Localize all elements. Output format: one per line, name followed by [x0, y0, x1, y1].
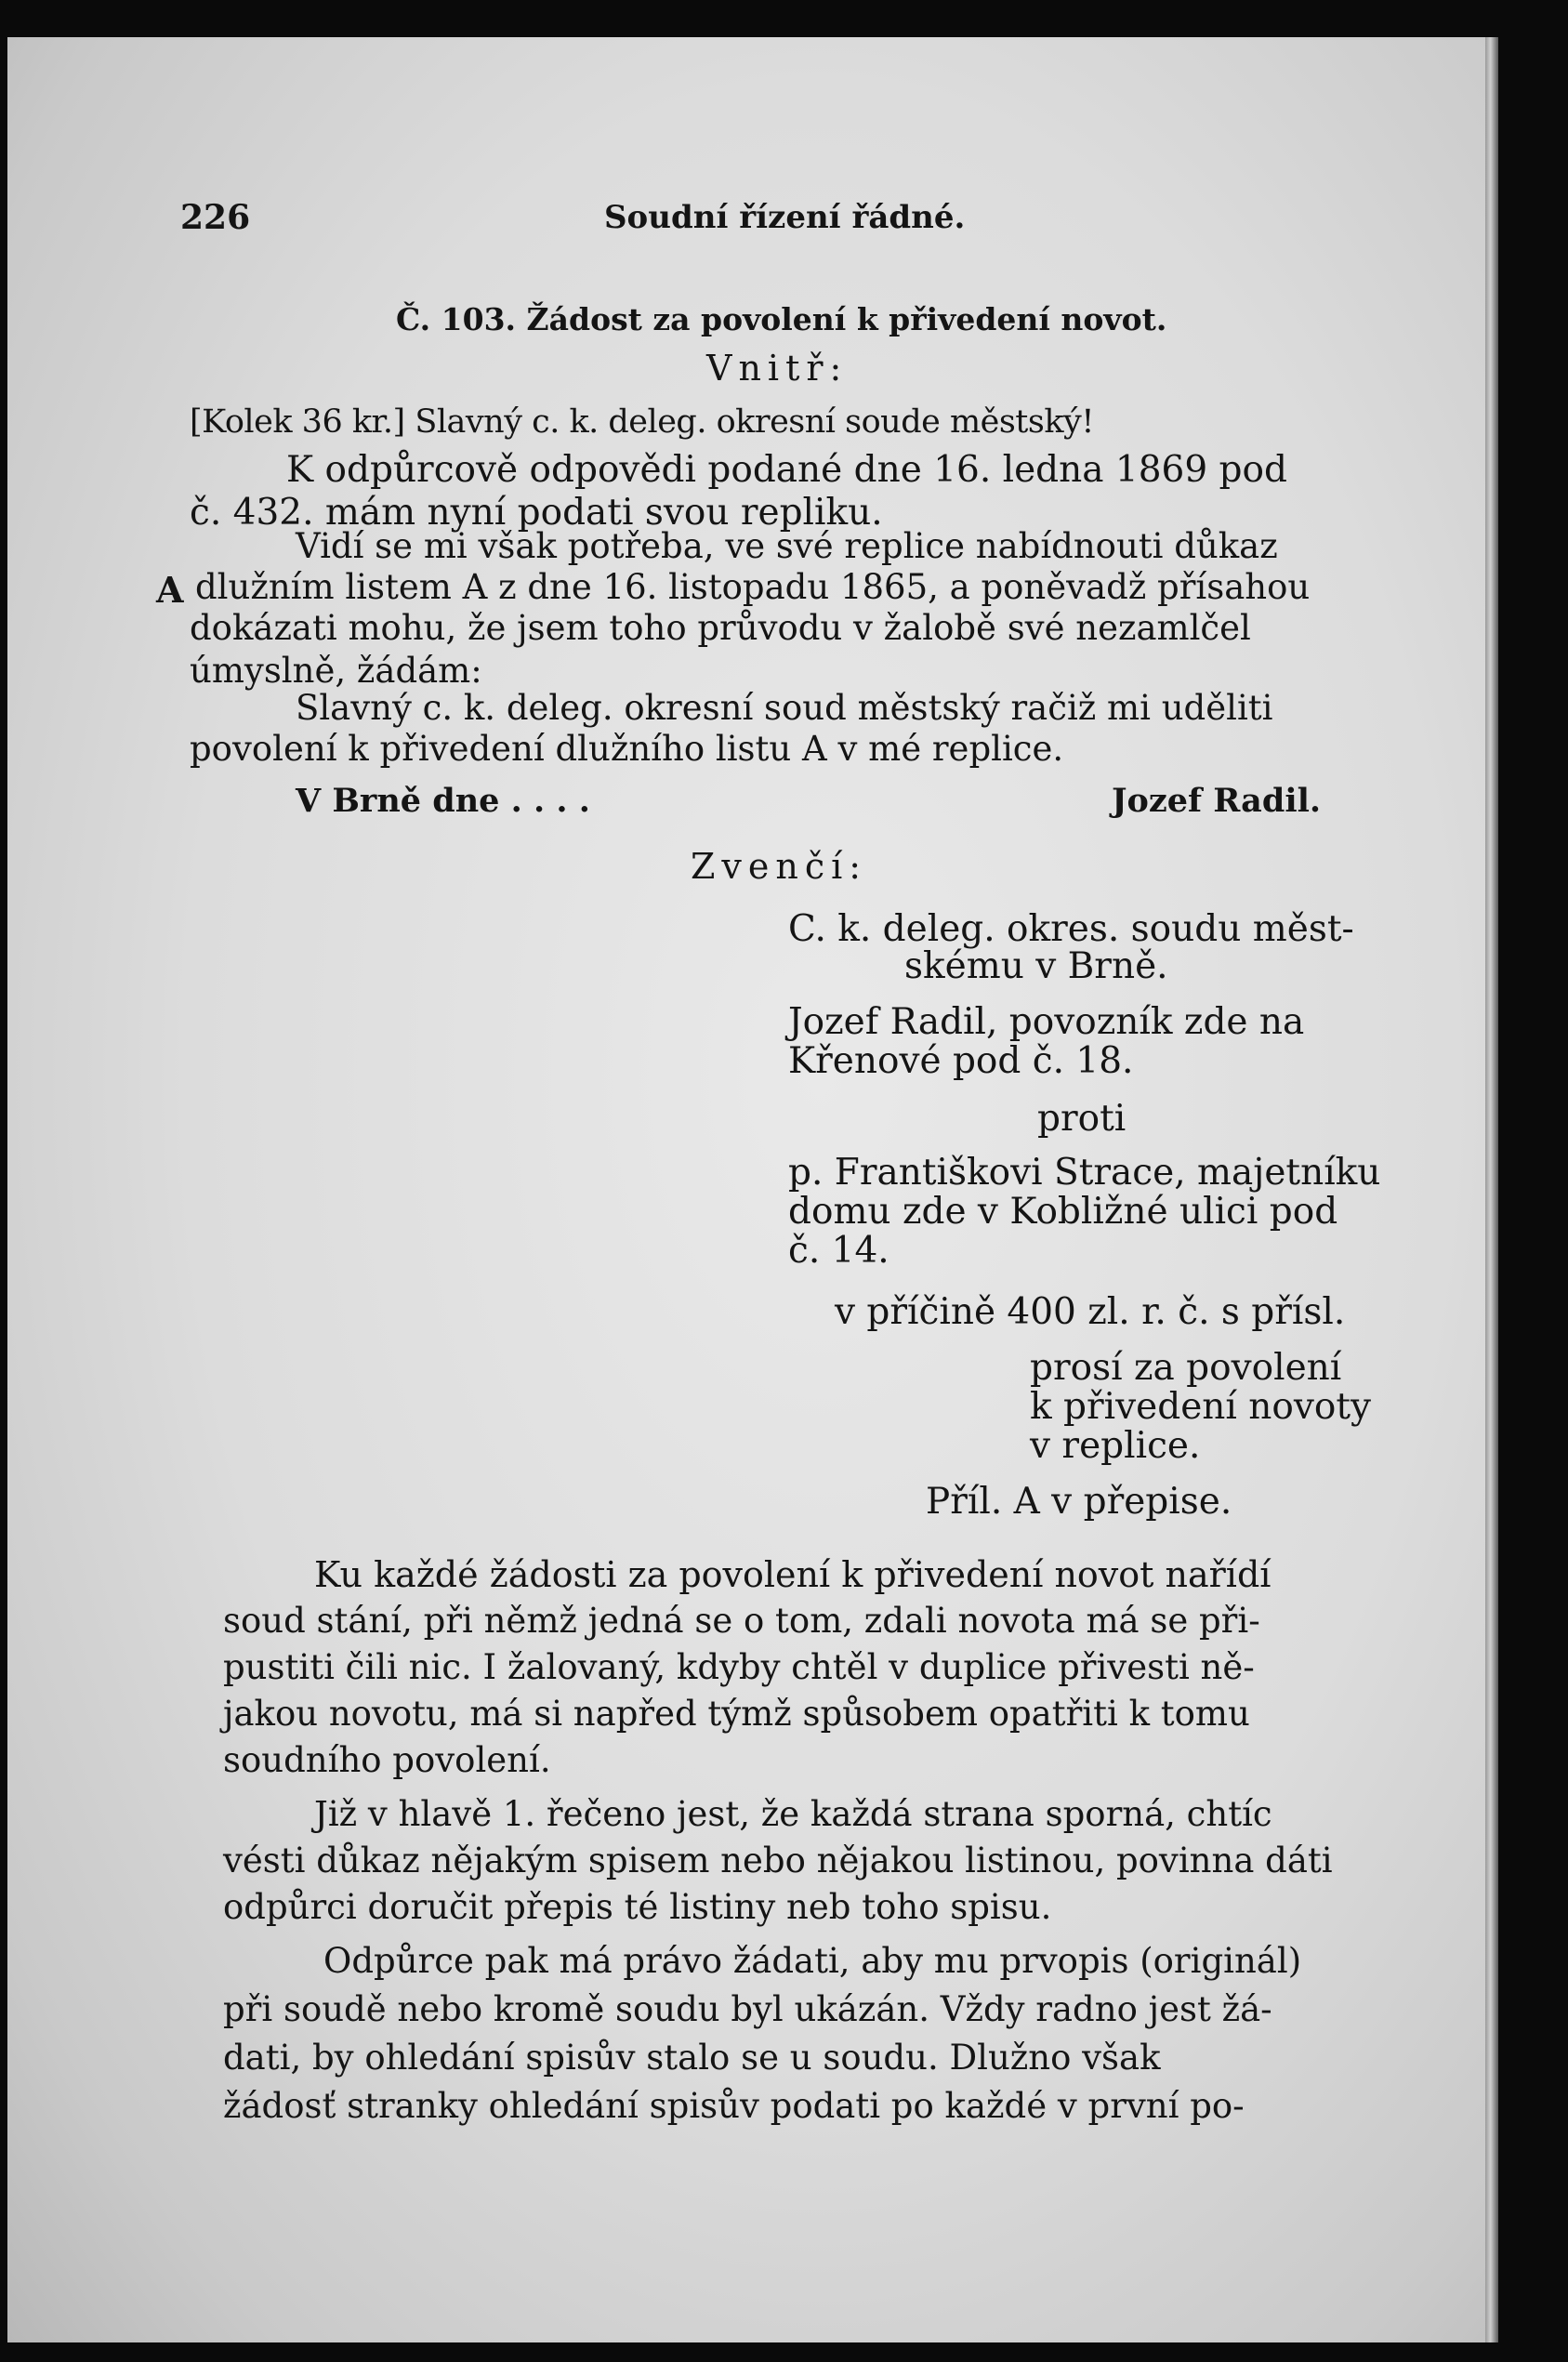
outside-line: p. Františkovi Strace, majetníku [788, 1152, 1381, 1194]
outside-line: C. k. deleg. okres. soudu měst- [788, 908, 1354, 950]
inside-label: Vnitř: [706, 348, 849, 389]
form-line: Slavný c. k. deleg. okresní soud městský račiž mi uděliti [296, 688, 1273, 728]
outside-line: Křenové pod č. 18. [788, 1040, 1134, 1082]
body-line: při soudě nebo kromě soudu byl ukázán. Vždy radno jest žá- [223, 1989, 1272, 2029]
outside-line: Jozef Radil, povozník zde na [788, 1001, 1305, 1043]
form-line: dokázati mohu, že jsem toho průvodu v žalobě své nezamlčel [190, 608, 1251, 648]
body-line: Odpůrce pak má právo žádati, aby mu prvopis (originál) [323, 1941, 1302, 1981]
form-line: dlužním listem A z dne 16. listopadu 1865, a poněvadž přísahou [195, 567, 1311, 607]
outside-line: prosí za povolení [1030, 1347, 1342, 1389]
outside-line: Příl. A v přepise. [926, 1481, 1232, 1523]
place-date: V Brně dne . . . . [296, 782, 590, 820]
body-line: jakou novotu, má si napřed týmž spůsobem opatřiti k tomu [223, 1694, 1250, 1734]
outside-line: č. 14. [788, 1230, 889, 1272]
outside-line: proti [1037, 1098, 1127, 1140]
form-line: č. 432. mám nyní podati svou repliku. [190, 492, 883, 534]
form-line: K odpůrcově odpovědi podané dne 16. ledna 1869 pod [286, 449, 1287, 491]
form-line: [Kolek 36 kr.] Slavný c. k. deleg. okresní soude městský! [190, 403, 1094, 441]
body-line: žádosť stranky ohledání spisův podati po každé v první po- [223, 2086, 1245, 2126]
signature: Jozef Radil. [1112, 782, 1322, 820]
book-page [7, 37, 1485, 2342]
outside-label: Zvenčí: [691, 846, 868, 887]
margin-note: A [156, 569, 184, 611]
body-line: soudního povolení. [223, 1740, 551, 1780]
outside-line: k přivedení novoty [1030, 1386, 1372, 1428]
form-line: Vidí se mi však potřeba, ve své replice nabídnouti důkaz [296, 526, 1278, 566]
outside-line: v replice. [1030, 1425, 1201, 1467]
body-line: Ku každé žádosti za povolení k přivedení novot nařídí [314, 1554, 1272, 1595]
body-line: vésti důkaz nějakým spisem nebo nějakou listinou, povinna dáti [223, 1841, 1333, 1880]
form-line: povolení k přivedení dlužního listu A v mé replice. [190, 729, 1064, 769]
page-number: 226 [180, 198, 251, 237]
outside-line: skému v Brně. [904, 945, 1168, 987]
outside-line: v příčině 400 zl. r. č. s přísl. [835, 1291, 1346, 1333]
body-line: soud stání, při němž jedná se o tom, zdali novota má se při- [223, 1601, 1260, 1641]
form-heading: Č. 103. Žádost za povolení k přivedení novot. [396, 301, 1167, 337]
body-line: dati, by ohledání spisův stalo se u soudu. Dlužno však [223, 2038, 1161, 2078]
running-title: Soudní řízení řádné. [604, 199, 966, 236]
page-edge [1485, 37, 1498, 2342]
outside-line: domu zde v Kobližné ulici pod [788, 1191, 1338, 1233]
form-line: úmyslně, žádám: [190, 651, 482, 691]
body-line: Již v hlavě 1. řečeno jest, že každá strana sporná, chtíc [314, 1794, 1272, 1834]
body-line: pustiti čili nic. I žalovaný, kdyby chtěl v duplice přivesti ně- [223, 1647, 1255, 1687]
body-line: odpůrci doručit přepis té listiny neb toho spisu. [223, 1887, 1052, 1927]
